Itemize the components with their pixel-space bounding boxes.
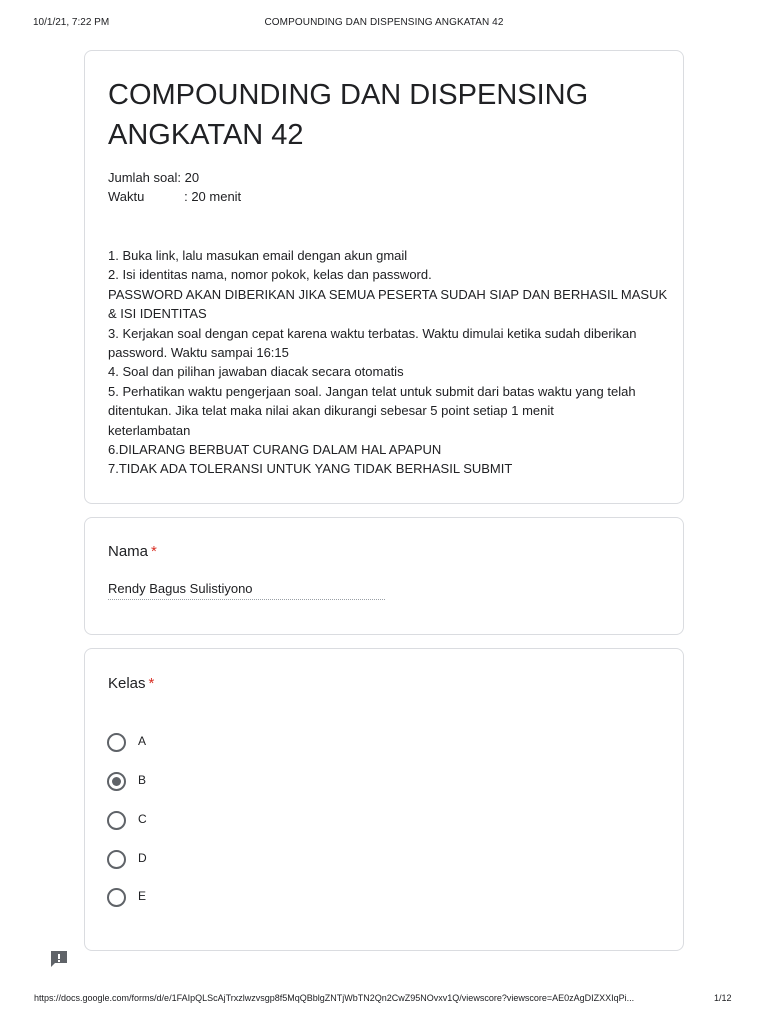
instruction-line: 6.DILARANG BERBUAT CURANG DALAM HAL APAPUN (108, 442, 442, 458)
instruction-line: & ISI IDENTITAS (108, 306, 207, 322)
print-header (0, 17, 768, 31)
option-label: E (138, 889, 147, 903)
instruction-line: 7.TIDAK ADA TOLERANSI UNTUK YANG TIDAK BERHASIL SUBMIT (108, 461, 513, 477)
question-title: Nama (108, 543, 149, 560)
required-mark: * (148, 675, 155, 692)
nama-answer-field[interactable]: Rendy Bagus Sulistiyono (108, 581, 385, 600)
meta-waktu: Waktu : 20 menit (108, 189, 242, 204)
radio-unchecked-icon[interactable] (107, 888, 126, 907)
feedback-icon[interactable] (49, 950, 69, 968)
question-title: Kelas (108, 675, 146, 692)
instruction-line: 3. Kerjakan soal dengan cepat karena waktu terbatas. Waktu dimulai ketika sudah diberikan (108, 325, 637, 341)
instruction-line: 4. Soal dan pilihan jawaban diacak secara otomatis (108, 364, 404, 380)
question-card-nama (84, 517, 684, 635)
question-label-kelas (108, 675, 154, 692)
radio-unchecked-icon[interactable] (107, 811, 126, 830)
required-mark: * (151, 543, 157, 560)
instruction-line: 1. Buka link, lalu masukan email dengan akun gmail (108, 248, 408, 263)
instruction-line: 5. Perhatikan waktu pengerjaan soal. Jangan telat untuk submit dari batas waktu yang telah (108, 383, 636, 399)
option-label: C (138, 812, 147, 826)
form-meta (108, 168, 241, 206)
print-footer (0, 993, 768, 1007)
form-title: COMPOUNDING DAN DISPENSING ANGKATAN 42 (108, 79, 589, 151)
meta-jumlah-soal: Jumlah soal: 20 (108, 170, 200, 185)
print-doc-title: COMPOUNDING DAN DISPENSING ANGKATAN 42 (264, 17, 504, 28)
instruction-line: ditentukan. Jika telat maka nilai akan dikurangi sebesar 5 point setiap 1 menit (108, 403, 554, 419)
print-page-number: 1/12 (714, 993, 732, 1003)
option-label: D (138, 851, 147, 865)
form-instructions (108, 246, 668, 479)
form-header-card (84, 50, 684, 504)
radio-unchecked-icon[interactable] (107, 733, 126, 752)
instruction-line: password. Waktu sampai 16:15 (108, 345, 289, 361)
instruction-line: 2. Isi identitas nama, nomor pokok, kelas dan password. (108, 267, 432, 283)
instruction-line: keterlambatan (108, 422, 191, 438)
question-label-nama (108, 543, 157, 560)
print-datetime: 10/1/21, 7:22 PM (33, 17, 110, 28)
radio-checked-icon[interactable] (107, 772, 126, 791)
radio-unchecked-icon[interactable] (107, 850, 126, 869)
option-label: B (138, 773, 147, 787)
question-card-kelas (84, 648, 684, 951)
instruction-line: PASSWORD AKAN DIBERIKAN JIKA SEMUA PESERTA SUDAH SIAP DAN BERHASIL MASUK (108, 286, 668, 302)
print-url: https://docs.google.com/forms/d/e/1FAIpQLScAjTrxzlwzvsgp8f5MqQBblgZNTjWbTN2Qn2CwZ95NOvxv1Q/viewscore?viewscore=AE0zAgDIZXXIqPi... (34, 993, 635, 1003)
option-label: A (138, 734, 147, 748)
